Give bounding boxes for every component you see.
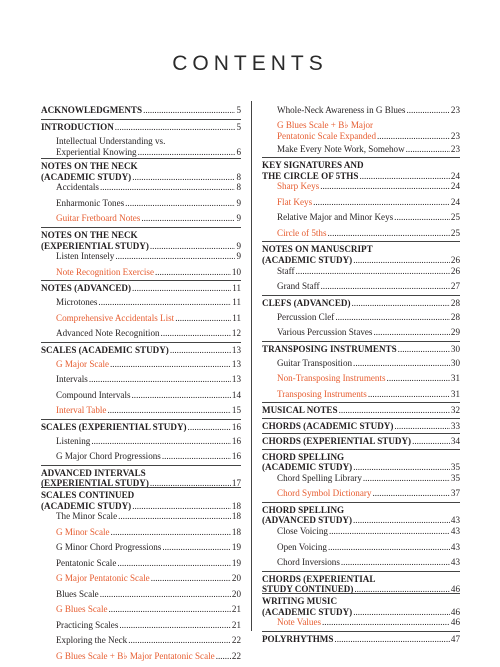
toc-entry-title: Open Voicing xyxy=(277,541,327,552)
toc-entry-title: Intervals xyxy=(56,374,88,385)
dot-leader xyxy=(151,573,231,584)
toc-section-heading[interactable] xyxy=(262,402,460,418)
dot-leader xyxy=(125,198,235,209)
dot-leader xyxy=(329,526,450,537)
dot-leader xyxy=(363,473,450,484)
toc-section-heading[interactable] xyxy=(41,158,241,180)
toc-entry-title: (ADVANCED STUDY) xyxy=(262,515,353,526)
toc-entry[interactable] xyxy=(262,118,460,142)
toc-entry-title: Experiential Knowing xyxy=(56,146,137,157)
toc-entry-title: MUSICAL NOTES xyxy=(262,405,338,416)
toc-entry[interactable] xyxy=(41,134,241,158)
toc-entry[interactable] xyxy=(41,388,241,404)
dot-leader xyxy=(175,313,231,324)
toc-entry-title: (ACADEMIC STUDY) xyxy=(41,171,132,182)
dot-leader xyxy=(100,589,231,600)
toc-entry-title: Non-Transposing Instruments xyxy=(277,373,386,384)
toc-page-number: 14 xyxy=(231,389,241,400)
toc-page-number: 8 xyxy=(236,182,241,193)
toc-page-number: 18 xyxy=(231,526,241,537)
toc-entry-title: Intellectual Understanding vs. xyxy=(56,136,166,147)
toc-entry-title: Pentatonic Scale Expanded xyxy=(277,130,376,141)
toc-entry-title: G Major Scale xyxy=(56,358,110,369)
dot-leader xyxy=(368,389,450,400)
toc-section-heading[interactable] xyxy=(262,241,460,263)
toc-entry-title: G Major Pentatonic Scale xyxy=(56,573,150,584)
toc-entry[interactable] xyxy=(41,211,241,227)
toc-entry[interactable] xyxy=(41,357,241,373)
toc-entry-title: G Major Chord Progressions xyxy=(56,451,161,462)
toc-page-number: 31 xyxy=(450,373,460,384)
toc-entry[interactable] xyxy=(41,372,241,388)
dot-leader xyxy=(117,558,231,569)
toc-entry-title: Transposing Instruments xyxy=(277,388,367,399)
toc-entry-title: G Minor Chord Progressions xyxy=(56,542,162,553)
toc-page-number: 9 xyxy=(236,213,241,224)
toc-page-number: 30 xyxy=(450,343,460,354)
toc-page-number: 11 xyxy=(232,312,241,323)
toc-page-number: 24 xyxy=(450,181,460,192)
toc-page-number: 27 xyxy=(450,281,460,292)
toc-page-number: 31 xyxy=(450,388,460,399)
toc-page-number: 28 xyxy=(450,297,460,308)
toc-entry[interactable] xyxy=(262,279,460,295)
toc-entry-title: Note Recognition Exercise xyxy=(56,266,154,277)
dot-leader xyxy=(132,283,231,294)
toc-section-heading[interactable] xyxy=(41,119,241,134)
dot-leader xyxy=(406,105,449,116)
toc-entry-title: CHORDS (ACADEMIC STUDY) xyxy=(262,420,394,431)
toc-page-number: 13 xyxy=(231,374,241,385)
toc-entry-title: Grand Staff xyxy=(277,281,320,292)
dot-leader xyxy=(98,297,231,308)
toc-page-number: 23 xyxy=(450,144,460,154)
toc-entry-title: Various Percussion Staves xyxy=(277,327,373,338)
toc-page-number: 43 xyxy=(450,526,460,537)
toc-entry-title: NOTES ON THE NECK xyxy=(41,229,138,240)
toc-page-number: 23 xyxy=(450,130,460,141)
dot-leader xyxy=(91,436,231,447)
toc-section-heading[interactable] xyxy=(41,342,241,357)
toc-section-heading[interactable] xyxy=(262,449,460,471)
toc-entry-title: INTRODUCTION xyxy=(41,122,114,133)
toc-entry-title: NOTES (ADVANCED) xyxy=(41,283,132,294)
toc-entry-title: G Blues Scale + B♭ Major Pentatonic Scale xyxy=(56,650,215,661)
toc-page-number: 26 xyxy=(450,265,460,276)
toc-entry[interactable] xyxy=(262,540,460,556)
toc-entry[interactable] xyxy=(41,618,241,634)
dot-leader xyxy=(387,373,450,384)
toc-entry-title: POLYRHYTHMS xyxy=(262,633,334,644)
dot-leader xyxy=(394,421,450,432)
toc-entry-title: The Minor Scale xyxy=(56,511,118,522)
toc-page-number: 13 xyxy=(231,344,241,355)
toc-section-heading[interactable] xyxy=(262,502,460,524)
toc-entry-title: (EXPERIENTIAL STUDY) xyxy=(41,478,149,489)
dot-leader xyxy=(394,212,450,223)
dot-leader xyxy=(143,105,235,116)
toc-entry-title: CHORD SPELLING xyxy=(262,504,345,515)
toc-section-heading[interactable] xyxy=(41,465,241,487)
toc-page-number: 17 xyxy=(231,478,241,489)
toc-entry-title: Make Every Note Work, Somehow xyxy=(277,144,405,154)
toc-entry[interactable] xyxy=(262,310,460,326)
toc-entry-title: Note Values xyxy=(277,617,322,628)
toc-entry[interactable] xyxy=(41,540,241,556)
dot-leader xyxy=(115,251,235,262)
toc-page-number: 20 xyxy=(231,588,241,599)
toc-section-heading[interactable] xyxy=(41,103,241,119)
dot-leader xyxy=(352,298,450,309)
dot-leader xyxy=(188,422,231,433)
toc-entry-title: SCALES (ACADEMIC STUDY) xyxy=(41,344,169,355)
toc-page-number: 16 xyxy=(231,421,241,432)
toc-entry-title: Close Voicing xyxy=(277,526,328,537)
toc-entry-title: Interval Table xyxy=(56,405,107,416)
dot-leader xyxy=(100,182,236,193)
toc-entry-title: Advanced Note Recognition xyxy=(56,328,160,339)
dot-leader xyxy=(132,390,231,401)
toc-entry[interactable] xyxy=(41,587,241,603)
toc-page-number: 11 xyxy=(232,283,241,294)
toc-page-number: 15 xyxy=(231,405,241,416)
toc-entry-title: Pentatonic Scale xyxy=(56,557,117,568)
toc-page-number: 18 xyxy=(231,511,241,522)
toc-entry-title: Exploring the Neck xyxy=(56,635,128,646)
toc-section-heading[interactable] xyxy=(262,593,460,615)
toc-page-number: 25 xyxy=(450,227,460,238)
toc-entry-title: Staff xyxy=(277,265,295,276)
toc-entry-title: Guitar Transposition xyxy=(277,357,353,368)
dot-leader xyxy=(162,542,231,553)
toc-entry[interactable] xyxy=(41,180,241,196)
toc-entry-title: Compound Intervals xyxy=(56,389,131,400)
toc-entry-title: (ACADEMIC STUDY) xyxy=(262,462,353,473)
toc-entry-title: WRITING MUSIC xyxy=(262,595,338,606)
toc-section-heading[interactable] xyxy=(41,227,241,249)
dot-leader xyxy=(373,327,449,338)
dot-leader xyxy=(398,344,450,355)
toc-entry[interactable] xyxy=(262,195,460,211)
toc-entry-title: Percussion Clef xyxy=(277,311,335,322)
toc-entry-title: Comprehensive Accidentals List xyxy=(56,312,175,323)
toc-page-number: 43 xyxy=(450,515,460,526)
toc-page-number: 19 xyxy=(231,557,241,568)
dot-leader xyxy=(406,144,450,155)
toc-section-heading[interactable] xyxy=(262,631,460,647)
toc-entry[interactable] xyxy=(262,264,460,280)
toc-entry[interactable] xyxy=(262,615,460,631)
toc-entry-title: SCALES (EXPERIENTIAL STUDY) xyxy=(41,421,187,432)
toc-entry-title: Guitar Fretboard Notes xyxy=(56,213,141,224)
toc-entry[interactable] xyxy=(262,555,460,571)
toc-section-heading[interactable] xyxy=(262,341,460,356)
toc-section-heading[interactable] xyxy=(262,295,460,310)
dot-leader xyxy=(334,634,449,645)
dot-leader xyxy=(353,358,450,369)
toc-page-number: 35 xyxy=(450,462,460,473)
toc-entry[interactable] xyxy=(41,649,241,665)
dot-leader xyxy=(412,436,450,447)
toc-entry[interactable] xyxy=(41,556,241,572)
toc-entry[interactable] xyxy=(262,142,460,157)
dot-leader xyxy=(109,604,231,615)
toc-entry[interactable] xyxy=(41,326,241,342)
toc-entry[interactable] xyxy=(41,196,241,212)
toc-entry-title: ACKNOWLEDGMENTS xyxy=(41,105,143,115)
toc-section-heading[interactable] xyxy=(41,487,241,509)
toc-page-number: 33 xyxy=(450,420,460,431)
dot-leader xyxy=(339,405,450,416)
toc-page-number: 5 xyxy=(236,122,241,133)
toc-entry-title: (ACADEMIC STUDY) xyxy=(262,254,353,265)
toc-entry-title: G Blues Scale + B♭ Major xyxy=(277,120,374,130)
toc-entry[interactable] xyxy=(262,371,460,387)
toc-section-heading[interactable] xyxy=(262,418,460,434)
toc-column-left xyxy=(41,103,241,664)
dot-leader xyxy=(328,542,450,553)
toc-entry[interactable] xyxy=(262,226,460,242)
toc-page-number: 13 xyxy=(231,358,241,369)
toc-page-number: 47 xyxy=(450,633,460,644)
toc-entry-title: Whole-Neck Awareness in G Blues xyxy=(277,105,406,115)
dot-leader xyxy=(377,131,450,142)
toc-page-number: 9 xyxy=(236,240,241,251)
toc-entry[interactable] xyxy=(41,311,241,327)
toc-entry-title: Sharp Keys xyxy=(277,181,320,192)
toc-page-number: 8 xyxy=(236,171,241,182)
dot-leader xyxy=(321,281,450,292)
toc-entry-title: (ACADEMIC STUDY) xyxy=(262,606,353,617)
toc-entry[interactable] xyxy=(41,403,241,419)
toc-entry-title: CHORDS (EXPERIENTIAL xyxy=(262,573,376,584)
toc-entry-title: G Minor Scale xyxy=(56,526,110,537)
toc-entry-title: Chord Inversions xyxy=(277,557,340,568)
toc-page-number: 16 xyxy=(231,451,241,462)
toc-entry[interactable] xyxy=(41,295,241,311)
dot-leader xyxy=(141,213,235,224)
dot-leader xyxy=(111,527,231,538)
toc-page-number: 43 xyxy=(450,541,460,552)
dot-leader xyxy=(335,312,450,323)
dot-leader xyxy=(155,267,231,278)
toc-entry[interactable] xyxy=(41,249,241,265)
dot-leader xyxy=(107,405,230,416)
toc-entry[interactable] xyxy=(41,449,241,465)
toc-entry-title: KEY SIGNATURES AND xyxy=(262,160,364,170)
toc-entry[interactable] xyxy=(262,356,460,372)
toc-page-number: 35 xyxy=(450,472,460,483)
dot-leader xyxy=(110,359,231,370)
toc-entry[interactable] xyxy=(262,325,460,341)
toc-entry[interactable] xyxy=(41,265,241,281)
dot-leader xyxy=(372,488,449,499)
toc-entry[interactable] xyxy=(41,525,241,541)
toc-page-number: 5 xyxy=(236,105,241,115)
toc-entry-title: Blues Scale xyxy=(56,588,99,599)
dot-leader xyxy=(161,328,231,339)
dot-leader xyxy=(119,620,231,631)
toc-column-right xyxy=(262,103,460,646)
toc-entry-title: Chord Spelling Library xyxy=(277,472,362,483)
toc-page-number: 10 xyxy=(231,266,241,277)
dot-leader xyxy=(138,147,236,158)
toc-page-number: 30 xyxy=(450,357,460,368)
toc-page-number: 22 xyxy=(231,635,241,646)
toc-page-number: 26 xyxy=(450,254,460,265)
toc-entry[interactable] xyxy=(262,387,460,403)
toc-entry-title: SCALES CONTINUED xyxy=(41,490,135,501)
toc-entry-title: ADVANCED INTERVALS xyxy=(41,467,146,478)
toc-page-number: 11 xyxy=(232,297,241,308)
toc-page-number: 32 xyxy=(450,405,460,416)
toc-page-number: 9 xyxy=(236,197,241,208)
toc-entry[interactable] xyxy=(262,103,460,118)
toc-entry-title: CHORDS (EXPERIENTIAL STUDY) xyxy=(262,436,412,447)
toc-entry[interactable] xyxy=(262,524,460,540)
toc-page-number: 24 xyxy=(450,196,460,207)
toc-entry[interactable] xyxy=(41,571,241,587)
toc-page-number: 19 xyxy=(231,542,241,553)
toc-page-number: 46 xyxy=(450,606,460,617)
toc-entry[interactable] xyxy=(41,602,241,618)
toc-page-number: 28 xyxy=(450,311,460,322)
toc-page-number: 34 xyxy=(450,436,460,447)
dot-leader xyxy=(162,451,231,462)
toc-page-number: 22 xyxy=(231,650,241,661)
toc-entry-title: STUDY CONTINUED) xyxy=(262,584,354,595)
toc-page-number: 46 xyxy=(450,584,460,595)
toc-entry-title: TRANSPOSING INSTRUMENTS xyxy=(262,343,397,354)
toc-page-number: 16 xyxy=(231,435,241,446)
toc-page-number: 21 xyxy=(231,619,241,630)
dot-leader xyxy=(322,617,450,628)
toc-page-number: 6 xyxy=(236,146,241,157)
toc-entry-title: Enharmonic Tones xyxy=(56,197,125,208)
dot-leader xyxy=(118,511,231,522)
dot-leader xyxy=(216,651,231,662)
toc-entry-title: Listening xyxy=(56,435,91,446)
toc-page-number: 29 xyxy=(450,327,460,338)
dot-leader xyxy=(296,266,450,277)
toc-entry-title: Flat Keys xyxy=(277,196,313,207)
toc-entry[interactable] xyxy=(262,179,460,195)
toc-page-number: 46 xyxy=(450,617,460,628)
dot-leader xyxy=(328,228,450,239)
toc-entry-title: CHORD SPELLING xyxy=(262,451,345,462)
toc-entry[interactable] xyxy=(41,633,241,649)
toc-page-number: 37 xyxy=(450,488,460,499)
toc-entry[interactable] xyxy=(262,471,460,487)
toc-entry[interactable] xyxy=(262,210,460,226)
toc-entry-title: NOTES ON MANUSCRIPT xyxy=(262,244,373,255)
toc-entry-title: G Blues Scale xyxy=(56,604,108,615)
toc-entry-title: CLEFS (ADVANCED) xyxy=(262,297,351,308)
toc-section-heading[interactable] xyxy=(262,571,460,593)
toc-page-number: 24 xyxy=(450,170,460,181)
toc-entry-title: Practicing Scales xyxy=(56,619,119,630)
toc-section-heading[interactable] xyxy=(262,157,460,179)
dot-leader xyxy=(128,635,231,646)
toc-page-number: 20 xyxy=(231,573,241,584)
toc-entry[interactable] xyxy=(41,509,241,525)
toc-page-number: 21 xyxy=(231,604,241,615)
dot-leader xyxy=(115,122,236,133)
toc-page-number: 12 xyxy=(231,328,241,339)
dot-leader xyxy=(89,374,231,385)
dot-leader xyxy=(313,197,450,208)
toc-entry-title: Chord Symbol Dictionary xyxy=(277,488,372,499)
toc-section-heading[interactable] xyxy=(262,433,460,449)
toc-section-heading[interactable] xyxy=(41,280,241,295)
toc-page-number: 9 xyxy=(236,251,241,262)
dot-leader xyxy=(170,345,231,356)
toc-entry-title: Microtones xyxy=(56,297,98,308)
toc-entry-title: NOTES ON THE NECK xyxy=(41,161,138,172)
toc-page-number: 23 xyxy=(450,105,460,115)
toc-entry-title: (ACADEMIC STUDY) xyxy=(41,500,132,511)
toc-page-number: 25 xyxy=(450,212,460,223)
toc-entry[interactable] xyxy=(41,434,241,450)
toc-entry-title: Circle of 5ths xyxy=(277,227,327,238)
page-title: CONTENTS xyxy=(172,52,328,75)
toc-entry-title: (EXPERIENTIAL STUDY) xyxy=(41,240,149,251)
toc-entry[interactable] xyxy=(262,486,460,502)
toc-entry-title: Relative Major and Minor Keys xyxy=(277,212,394,223)
dot-leader xyxy=(320,181,450,192)
toc-page-number: 18 xyxy=(231,500,241,511)
toc-section-heading[interactable] xyxy=(41,419,241,434)
toc-entry-title: THE CIRCLE OF 5THS xyxy=(262,170,359,181)
toc-page-number: 43 xyxy=(450,557,460,568)
toc-entry-title: Listen Intensely xyxy=(56,251,115,262)
toc-entry-title: Accidentals xyxy=(56,182,99,193)
dot-leader xyxy=(341,557,450,568)
